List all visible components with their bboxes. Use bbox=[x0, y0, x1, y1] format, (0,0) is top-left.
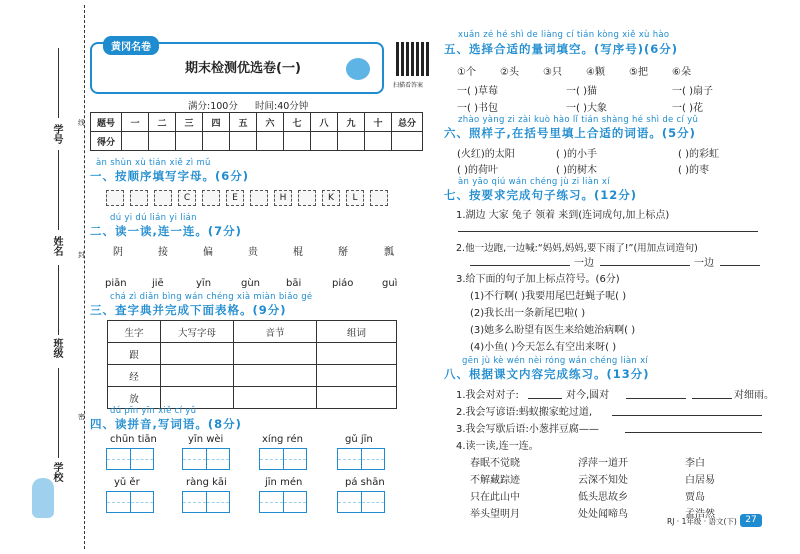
s7-q2-answer-line[interactable] bbox=[720, 265, 760, 266]
writing-grid[interactable] bbox=[182, 491, 230, 513]
s8-title: 八、根据课文内容完成练习。(13分) bbox=[444, 367, 650, 381]
student-number-line bbox=[58, 48, 59, 118]
s2-char: 掰 bbox=[338, 247, 348, 258]
s5-blank[interactable]: 一( )猫 bbox=[566, 86, 597, 97]
score-cell[interactable] bbox=[122, 132, 149, 151]
score-cell[interactable] bbox=[284, 132, 311, 151]
s7-q2-answer-line[interactable] bbox=[470, 265, 570, 266]
score-header-cell: 三 bbox=[176, 113, 203, 132]
seal-mark-mi: 密 bbox=[78, 413, 85, 421]
s4-word-pinyin: yǔ ěr bbox=[114, 477, 140, 488]
writing-grid[interactable] bbox=[259, 448, 307, 470]
s7-q1: 1.湖边 大家 兔子 领着 来到(连词成句,加上标点) bbox=[456, 210, 670, 221]
letter-box[interactable] bbox=[250, 190, 268, 206]
dict-answer-cell[interactable] bbox=[161, 365, 234, 387]
s5-blank[interactable]: 一( )扇子 bbox=[672, 86, 713, 97]
name-label: 姓名 bbox=[51, 236, 62, 256]
s2-pinyin-item: gùn bbox=[241, 278, 261, 289]
s7-q3-item: (1)不行啊( )我要用尾巴赶蝇子呢( ) bbox=[470, 291, 627, 302]
s8-q1-blank[interactable] bbox=[528, 398, 562, 399]
dict-answer-cell[interactable] bbox=[317, 365, 397, 387]
letter-box-given: E bbox=[226, 190, 244, 206]
s5-blank[interactable]: 一( )草莓 bbox=[457, 86, 498, 97]
letter-box-given: K bbox=[322, 190, 340, 206]
edition-label: RJ · 1年级 · 语文(下) bbox=[667, 517, 737, 526]
score-header-cell: 题号 bbox=[91, 113, 122, 132]
letter-box-given: C bbox=[178, 190, 196, 206]
letter-box[interactable] bbox=[202, 190, 220, 206]
poem-line[interactable]: 不解藏踪迹 bbox=[470, 475, 520, 486]
s4-word-pinyin: ràng kāi bbox=[186, 477, 227, 488]
writing-grid[interactable] bbox=[259, 491, 307, 513]
s6-item: (火红)的太阳 bbox=[457, 149, 515, 160]
poet-name[interactable]: 孟浩然 bbox=[685, 509, 715, 520]
s2-char: 棍 bbox=[293, 247, 303, 258]
s8-q2: 2.我会写谚语:蚂蚁搬家蛇过道, bbox=[456, 407, 593, 418]
s7-q3-item: (2)我长出一条新尾巴啦( ) bbox=[470, 308, 586, 319]
s7-q3: 3.给下面的句子加上标点符号。(6分) bbox=[456, 274, 620, 285]
score-header-cell: 四 bbox=[203, 113, 230, 132]
class-line bbox=[58, 368, 59, 458]
dict-header-cell: 生字 bbox=[108, 321, 161, 343]
s8-q3: 3.我会写歇后语:小葱拌豆腐—— bbox=[456, 424, 599, 435]
score-cell[interactable] bbox=[392, 132, 423, 151]
s3-title: 三、查字典并完成下面表格。(9分) bbox=[90, 303, 287, 317]
s2-pinyin-item: jiē bbox=[152, 278, 164, 289]
s4-word-pinyin: pá shān bbox=[345, 477, 385, 488]
s5-option: ③只 bbox=[543, 67, 562, 78]
score-row-label: 得分 bbox=[91, 132, 122, 151]
score-cell[interactable] bbox=[176, 132, 203, 151]
s8-q2-blank[interactable] bbox=[612, 415, 762, 416]
letter-box-given: H bbox=[274, 190, 292, 206]
s5-option: ⑤把 bbox=[629, 67, 648, 78]
poet-name[interactable]: 李白 bbox=[685, 458, 705, 469]
poet-name[interactable]: 贾岛 bbox=[685, 492, 705, 503]
name-line bbox=[58, 265, 59, 335]
s4-word-pinyin: jīn mén bbox=[265, 477, 303, 488]
dict-answer-cell[interactable] bbox=[234, 343, 317, 365]
s5-pinyin: xuǎn zé hé shì de liàng cí tián kòng xiě xù hào bbox=[458, 30, 670, 40]
mascot-icon bbox=[32, 478, 54, 518]
student-number-line-lower bbox=[58, 150, 59, 230]
s8-q4: 4.读一读,连一连。 bbox=[456, 441, 539, 452]
dict-header-cell: 大写字母 bbox=[161, 321, 234, 343]
poem-line[interactable]: 浮萍一道开 bbox=[578, 458, 628, 469]
dict-char: 跟 bbox=[108, 343, 161, 365]
s4-word-pinyin: yīn wèi bbox=[188, 434, 224, 445]
dict-answer-cell[interactable] bbox=[234, 365, 317, 387]
score-header-cell: 九 bbox=[338, 113, 365, 132]
letter-box[interactable] bbox=[154, 190, 172, 206]
s5-blank[interactable]: 一( )书包 bbox=[457, 103, 498, 114]
poem-line[interactable]: 春眠不觉晓 bbox=[470, 458, 520, 469]
s3-pinyin: chá zì diǎn bìng wán chéng xià miàn biǎo gé bbox=[110, 292, 313, 302]
s5-title: 五、选择合适的量词填空。(写序号)(6分) bbox=[444, 42, 679, 56]
poem-line[interactable]: 处处闻啼鸟 bbox=[578, 509, 628, 520]
page-number: 27 bbox=[740, 514, 762, 527]
s2-char: 阴 bbox=[113, 247, 123, 258]
score-table-score-row bbox=[91, 132, 423, 151]
s2-char: 偏 bbox=[203, 247, 213, 258]
letter-box[interactable] bbox=[298, 190, 316, 206]
score-header-cell: 总分 bbox=[392, 113, 423, 132]
score-header-cell: 五 bbox=[230, 113, 257, 132]
writing-grid[interactable] bbox=[106, 491, 154, 513]
s2-pinyin-item: guì bbox=[382, 278, 398, 289]
poem-line[interactable]: 举头望明月 bbox=[470, 509, 520, 520]
s6-item[interactable]: ( )的荷叶 bbox=[457, 165, 498, 176]
full-score: 满分:100分 bbox=[188, 101, 238, 112]
s2-pinyin-item: bāi bbox=[286, 278, 302, 289]
poem-line[interactable]: 只在此山中 bbox=[470, 492, 520, 503]
s2-pinyin-item: piáo bbox=[332, 278, 354, 289]
score-table-header-row bbox=[91, 113, 423, 132]
score-cell[interactable] bbox=[338, 132, 365, 151]
score-header-cell: 二 bbox=[149, 113, 176, 132]
letter-box[interactable] bbox=[106, 190, 124, 206]
s7-pinyin: àn yāo qiú wán chéng jù zi liàn xí bbox=[458, 177, 610, 187]
s6-item[interactable]: ( )的彩虹 bbox=[678, 149, 719, 160]
score-cell[interactable] bbox=[365, 132, 392, 151]
s7-title: 七、按要求完成句子练习。(12分) bbox=[444, 188, 638, 202]
s5-option: ②头 bbox=[500, 67, 519, 78]
letter-box[interactable] bbox=[130, 190, 148, 206]
time-limit: 时间:40分钟 bbox=[255, 101, 309, 112]
dict-header-cell: 组词 bbox=[317, 321, 397, 343]
writing-grid[interactable] bbox=[182, 448, 230, 470]
seal-mark-feng: 封 bbox=[78, 251, 85, 259]
s5-option: ①个 bbox=[457, 67, 476, 78]
s7-q3-item: (4)小鱼( )今天怎么有空出来呀( ) bbox=[470, 342, 617, 353]
score-table bbox=[90, 112, 423, 151]
s6-title: 六、照样子,在括号里填上合适的词语。(5分) bbox=[444, 126, 696, 140]
s2-char: 瓢 bbox=[384, 247, 394, 258]
s8-q3-blank[interactable] bbox=[625, 432, 762, 433]
dict-char: 经 bbox=[108, 365, 161, 387]
dictionary-table bbox=[107, 320, 397, 409]
dict-answer-cell[interactable] bbox=[317, 387, 397, 409]
s7-q1-answer-line[interactable] bbox=[458, 231, 758, 232]
exam-title: 期末检测优选卷(一) bbox=[185, 61, 301, 76]
writing-grid[interactable] bbox=[106, 448, 154, 470]
s6-pinyin: zhào yàng zi zài kuò hào lǐ tián shàng hé shì de cí yǔ bbox=[458, 115, 699, 125]
s5-blank[interactable]: 一( )花 bbox=[672, 103, 703, 114]
writing-grid[interactable] bbox=[337, 491, 385, 513]
s7-q2-answer-line[interactable] bbox=[600, 265, 690, 266]
score-header-cell: 八 bbox=[311, 113, 338, 132]
s1-pinyin: àn shùn xù tián xiě zì mǔ bbox=[96, 158, 211, 168]
s2-pinyin-item: yīn bbox=[196, 278, 212, 289]
qr-caption: 扫描看答案 bbox=[393, 82, 424, 89]
s6-item[interactable]: ( )的小手 bbox=[556, 149, 597, 160]
poem-line[interactable]: 云深不知处 bbox=[578, 475, 628, 486]
s5-option: ⑥朵 bbox=[672, 67, 691, 78]
letter-box-given: L bbox=[346, 190, 364, 206]
writing-grid[interactable] bbox=[337, 448, 385, 470]
dict-header-row bbox=[108, 321, 397, 343]
dict-row bbox=[108, 365, 397, 387]
poem-line[interactable]: 低头思故乡 bbox=[578, 492, 628, 503]
dict-answer-cell[interactable] bbox=[234, 387, 317, 409]
school-label: 学校 bbox=[51, 462, 62, 482]
score-cell[interactable] bbox=[203, 132, 230, 151]
seal-mark-xian: 线 bbox=[78, 119, 85, 127]
letter-box[interactable] bbox=[370, 190, 388, 206]
score-header-cell: 一 bbox=[122, 113, 149, 132]
student-number-label: 学号 bbox=[51, 124, 62, 144]
dict-answer-cell[interactable] bbox=[317, 343, 397, 365]
s4-word-pinyin: gǔ jīn bbox=[345, 434, 373, 445]
s2-char: 接 bbox=[158, 247, 168, 258]
dict-answer-cell[interactable] bbox=[161, 343, 234, 365]
s4-word-pinyin: chūn tiān bbox=[110, 434, 157, 445]
dict-header-cell: 音节 bbox=[234, 321, 317, 343]
s2-pinyin-item: piān bbox=[105, 278, 127, 289]
s4-title: 四、读拼音,写词语。(8分) bbox=[90, 417, 242, 431]
class-label: 班级 bbox=[51, 338, 62, 358]
score-cell[interactable] bbox=[311, 132, 338, 151]
dict-char: 放 bbox=[108, 387, 161, 409]
s4-word-pinyin: xíng rén bbox=[262, 434, 303, 445]
s2-char: 贵 bbox=[248, 247, 258, 258]
s4-pinyin: dú pīn yīn xiě cí yǔ bbox=[110, 406, 197, 416]
dict-row bbox=[108, 343, 397, 365]
rabbit-mascot-icon bbox=[346, 58, 370, 80]
s6-item[interactable]: ( )的枣 bbox=[678, 165, 709, 176]
score-header-cell: 十 bbox=[365, 113, 392, 132]
s7-q2: 2.他一边跑,一边喊:“妈妈,妈妈,要下雨了!”(用加点词造句) bbox=[456, 243, 698, 254]
qr-code-icon bbox=[396, 42, 430, 76]
score-cell[interactable] bbox=[257, 132, 284, 151]
s8-q1-blank[interactable] bbox=[692, 398, 732, 399]
s2-pinyin: dú yi dú lián yi lián bbox=[110, 213, 197, 223]
score-cell[interactable] bbox=[149, 132, 176, 151]
s8-q1-part: 对细雨。 bbox=[734, 390, 774, 401]
score-cell[interactable] bbox=[230, 132, 257, 151]
s7-q3-item: (3)她多么盼望有医生来给她治病啊( ) bbox=[470, 325, 636, 336]
binding-dashed-line bbox=[84, 5, 85, 549]
s5-blank[interactable]: 一( )大象 bbox=[566, 103, 607, 114]
s7-q2-fill: 一边 bbox=[694, 258, 714, 269]
s1-title: 一、按顺序填写字母。(6分) bbox=[90, 169, 250, 183]
s5-option: ④颗 bbox=[586, 67, 605, 78]
score-header-cell: 七 bbox=[284, 113, 311, 132]
s7-q2-fill: 一边 bbox=[574, 258, 594, 269]
s2-title: 二、读一读,连一连。(7分) bbox=[90, 224, 242, 238]
s6-item[interactable]: ( )的树木 bbox=[556, 165, 597, 176]
poet-name[interactable]: 白居易 bbox=[685, 475, 715, 486]
brand-logo: 黄冈名卷 bbox=[103, 36, 159, 55]
s8-q1-blank[interactable] bbox=[626, 398, 686, 399]
score-header-cell: 六 bbox=[257, 113, 284, 132]
s8-pinyin: gēn jù kè wén nèi róng wán chéng liàn xí bbox=[462, 356, 649, 366]
s8-q1-part: 1.我会对对子: bbox=[456, 390, 519, 401]
s8-q1-part: 对今,圆对 bbox=[566, 390, 610, 401]
